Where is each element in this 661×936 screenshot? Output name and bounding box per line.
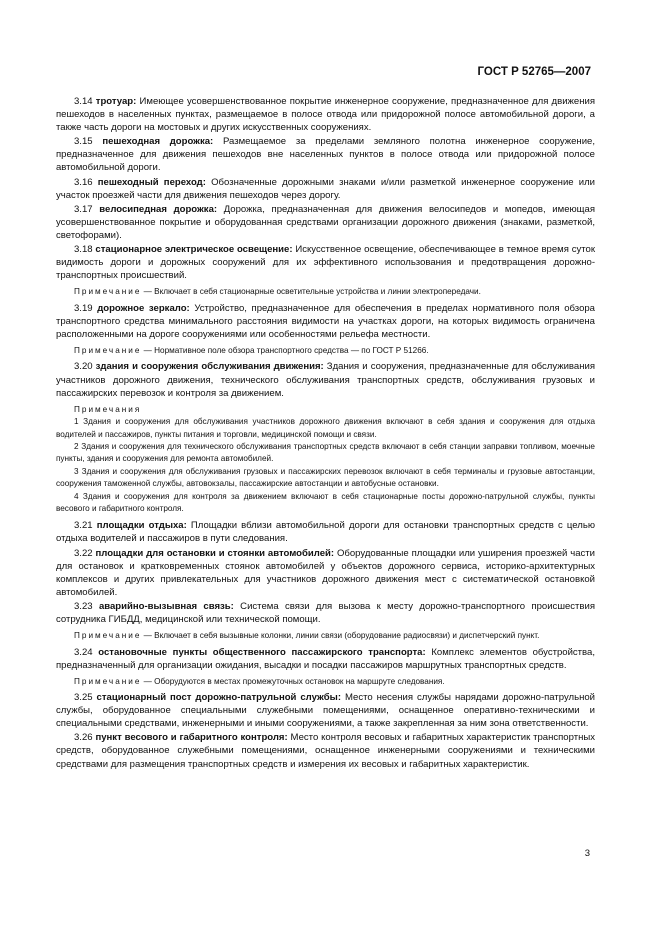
term-title: пешеходная дорожка: (102, 136, 214, 148)
term-3-23: 3.23 аварийно-вызывная связь: Система связи для вызова к месту дорожно-транспортного происшествия сотрудника ГИБДД, медицинской или технической помощи. (56, 600, 596, 625)
term-3-21: 3.21 площадки отдыха: Площадки вблизи автомобильной дороги для остановки транспортных средств с целью отдыха водителей и пассажиров в пути следования. (56, 520, 595, 545)
term-3-26: 3.26 пункт весового и габаритного контроля: Место контроля весовых и габаритных характеристик транспортных средств, оборудованное служебными помещениями, оснащенное инженерными сооружениями и техническими средствами для размещения транспортных средств и измерения их весовых и габаритных характеристик. (56, 732, 595, 770)
term-3-17: 3.17 велосипедная дорожка: Дорожка, предназначенная для движения велосипедов и мопедов, имеющая усовершенствованное покрытие и оборудованная средствами организации дорожного движения (знаками, разметкой, светофорами). (56, 203, 595, 241)
term-title: тротуар: (95, 96, 137, 107)
term-title: велосипедная дорожка: (99, 203, 218, 215)
page-body (56, 95, 595, 772)
term-3-25: 3.25 стационарный пост дорожно-патрульной службы: Место несения службы нарядами дорожно-патрульной службы, оборудованное специальными служебными помещениями, оснащенное оперативно-техническими и специальными средствами, инженерными и иными сооружениями, а также закрепленная за ним зона ответственности. (56, 692, 596, 730)
term-3-15: 3.15 пешеходная дорожка: Размещаемое за пределами земляного полотна инженерное сооружение, предназначенное для движения пешеходов вне населенных пунктов в полосе отвода или придорожной полосе автомобильной дороги. (56, 136, 596, 174)
notes-heading-3-20: Примечания (74, 404, 142, 414)
term-3-14: 3.14 тротуар: Имеющее усовершенствованное покрытие инженерное сооружение, предназначенное для движения пешеходов в населенных пунктах, размещаемое в полосе отвода или придорожной полосе автомобильной дороги, а также часть дороги на мостовых и других искусственных сооружениях. (56, 96, 596, 134)
term-3-22: 3.22 площадки для остановки и стоянки автомобилей: Оборудованные площадки или уширения проезжей части для остановок и кратковременных стоянок автомобилей у объектов дорожного сервиса, историко-архитектурных комплексов и других привлекательных для участников дорожного движения мест с систематической остановкой автомобилей. (56, 547, 596, 598)
note-3-18: Примечание — Включает в себя стационарные осветительные устройства и линии электропередачи. (74, 287, 481, 297)
term-title: стационарное электрическое освещение: (95, 244, 293, 256)
term-3-16: 3.16 пешеходный переход: Обозначенные дорожными знаками и/или разметкой инженерное сооружение или участок проезжей части для движения пешеходов через дорогу. (56, 176, 596, 201)
term-title: пункт весового и габаритного контроля: (95, 732, 288, 744)
page-number: 3 (584, 848, 590, 859)
document-header: ГОСТ Р 52765—2007 (477, 66, 591, 78)
note-3-23: Примечание — Включает в себя вызывные колонки, линии связи (оборудование радиосвязи) и диспетчерский пункт. (74, 631, 540, 641)
term-3-24: 3.24 остановочные пункты общественного пассажирского транспорта: Комплекс элементов обустройства, предназначенный для организации ожидания, высадки и посадки пассажиров маршрутных транспортных средств. (56, 646, 595, 671)
term-3-18: 3.18 стационарное электрическое освещение: Искусственное освещение, обеспечивающее в темное время суток видимость дороги и дорожных сооружений для их эффективного использования и предотвращения дорожно-транспортных происшествий. (56, 244, 595, 282)
term-title: площадки для остановки и стоянки автомобилей: (95, 547, 335, 559)
term-title: пешеходный переход: (97, 176, 206, 188)
note-3-20-3: 3 Здания и сооружения для обслуживания грузовых и пассажирских перевозок включают в себя терминалы и грузовые автостанции, сооружения таможенной службы, автовокзалы, пассажирские автостанции и автобусные остановки. (56, 466, 595, 489)
term-title: дорожное зеркало: (97, 302, 190, 314)
note-3-20-2: 2 Здания и сооружения для технического обслуживания транспортных средств включают в себя станции заправки топливом, моечные пункты, здания и сооружения для ремонта автомобилей. (56, 441, 595, 464)
note-3-20-1: 1 Здания и сооружения для обслуживания участников дорожного движения включают в себя здания и сооружения для отдыха водителей и пассажиров, пункты питания и торговли, медицинской помощи и связи. (56, 417, 595, 439)
note-3-20-4: 4 Здания и сооружения для контроля за движением включают в себя стационарные посты дорожно-патрульной службы, пункты весового и габаритного контроля. (56, 491, 595, 513)
term-title: аварийно-вызывная связь: (98, 600, 234, 612)
term-title: стационарный пост дорожно-патрульной службы: (96, 692, 342, 704)
term-3-20: 3.20 здания и сооружения обслуживания движения: Здания и сооружения, предназначенные для обслуживания участников дорожного движения, технического обслуживания транспортных средств, обслуживания грузовых и пассажирских перевозок и контроля за движением. (56, 361, 595, 399)
term-title: площадки отдыха: (96, 520, 187, 532)
term-title: остановочные пункты общественного пассажирского транспорта: (98, 646, 426, 658)
note-3-24: Примечание — Оборудуются в местах промежуточных остановок на маршруте следования. (74, 676, 445, 686)
term-title: здания и сооружения обслуживания движения: (95, 361, 324, 373)
note-3-19: Примечание — Нормативное поле обзора транспортного средства — по ГОСТ Р 51266. (74, 346, 429, 355)
term-3-19: 3.19 дорожное зеркало: Устройство, предназначенное для обеспечения в пределах нормативного поля обзора транспортного средства минимального расстояния видимости на участках дороги, на которых видимость ограничена расположенными на дороге сооружениями или особенностями рельефа местности. (56, 302, 595, 340)
